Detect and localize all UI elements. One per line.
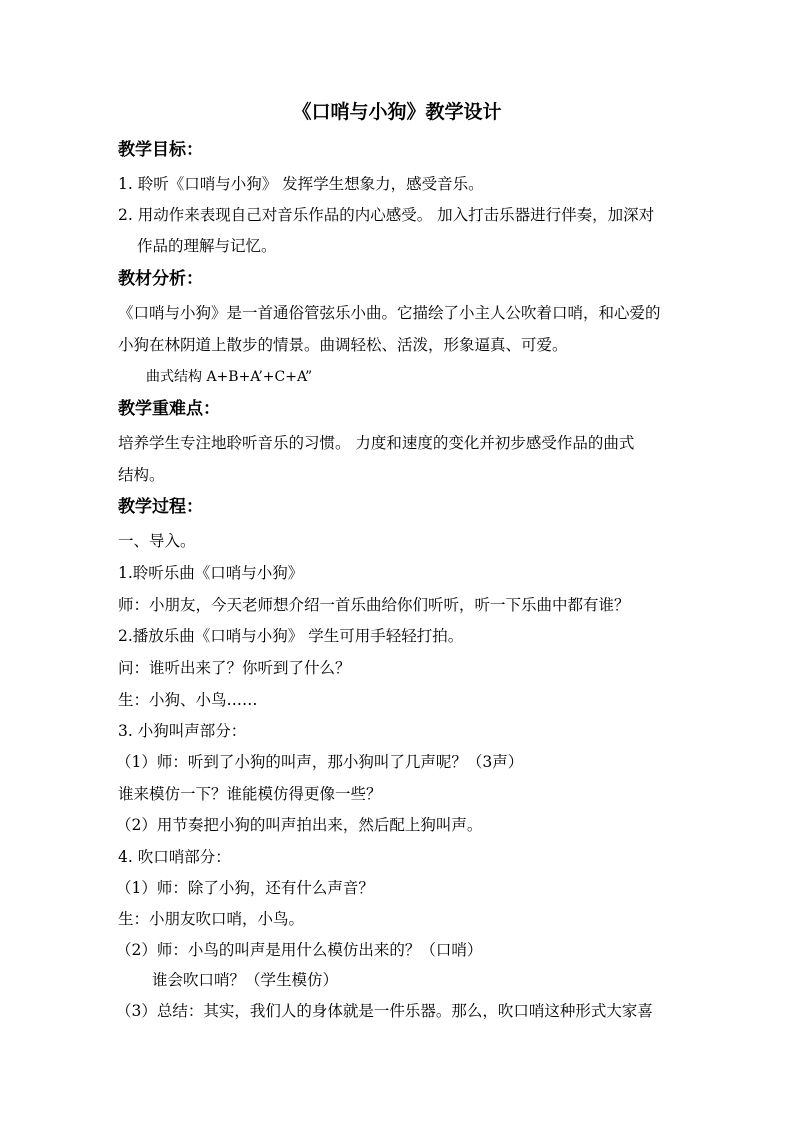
goal-item-2-line-2: 作品的理解与记忆。 <box>137 237 277 255</box>
difficulty-line-1: 培养学生专注地聆听音乐的习惯。 力度和速度的变化并初步感受作品的曲式 <box>118 434 635 452</box>
section-heading-process: 教学过程： <box>118 497 203 517</box>
process-line: 谁会吹口哨？（学生模仿） <box>152 971 339 989</box>
section-heading-difficulty: 教学重难点： <box>118 399 220 419</box>
process-line: 3. 小狗叫声部分： <box>118 722 247 740</box>
section-heading-goals: 教学目标： <box>118 140 203 160</box>
process-line: （1）师：除了小狗，还有什么声音？ <box>116 879 374 897</box>
process-line: 1.聆听乐曲《口哨与小狗》 <box>118 564 304 582</box>
analysis-line-2: 小狗在林阴道上散步的情景。曲调轻松、活泼，形象逼真、可爱。 <box>118 336 568 354</box>
document-title: 《口哨与小狗》教学设计 <box>292 101 502 123</box>
process-line: （2）用节奏把小狗的叫声拍出来，然后配上狗叫声。 <box>116 816 483 834</box>
process-line: 4. 吹口哨部分： <box>118 848 231 866</box>
process-line: 一、导入。 <box>118 532 196 550</box>
process-line: 生：小狗、小鸟…… <box>118 691 258 709</box>
process-line: 2.播放乐曲《口哨与小狗》 学生可用手轻轻打拍。 <box>118 627 464 645</box>
process-line: （1）师：听到了小狗的叫声，那小狗叫了几声呢？（3声） <box>116 753 524 771</box>
process-line: 问：谁听出来了？你听到了什么？ <box>118 659 351 677</box>
goal-item-2-line-1: 2. 用动作来表现自己对音乐作品的内心感受。 加入打击乐器进行伴奏，加深对 <box>118 206 655 224</box>
process-line: （3）总结：其实，我们人的身体就是一件乐器。那么，吹口哨这种形式大家喜 <box>116 1002 653 1020</box>
process-line: 谁来模仿一下？谁能模仿得更像一些？ <box>118 785 382 803</box>
difficulty-line-2: 结构。 <box>118 466 165 484</box>
analysis-line-1: 《口哨与小狗》是一首通俗管弦乐小曲。它描绘了小主人公吹着口哨，和心爱的 <box>118 304 661 322</box>
process-line: 师：小朋友，今天老师想介绍一首乐曲给你们听听，听一下乐曲中都有谁？ <box>118 596 630 614</box>
goal-item-1: 1. 聆听《口哨与小狗》 发挥学生想象力，感受音乐。 <box>118 175 484 193</box>
section-heading-analysis: 教材分析： <box>118 269 203 289</box>
analysis-structure: 曲式结构 A+B+A’+C+A” <box>146 369 313 385</box>
process-line: （2）师：小鸟的叫声是用什么模仿出来的？（口哨） <box>116 941 483 959</box>
process-line: 生：小朋友吹口哨，小鸟。 <box>118 910 305 928</box>
